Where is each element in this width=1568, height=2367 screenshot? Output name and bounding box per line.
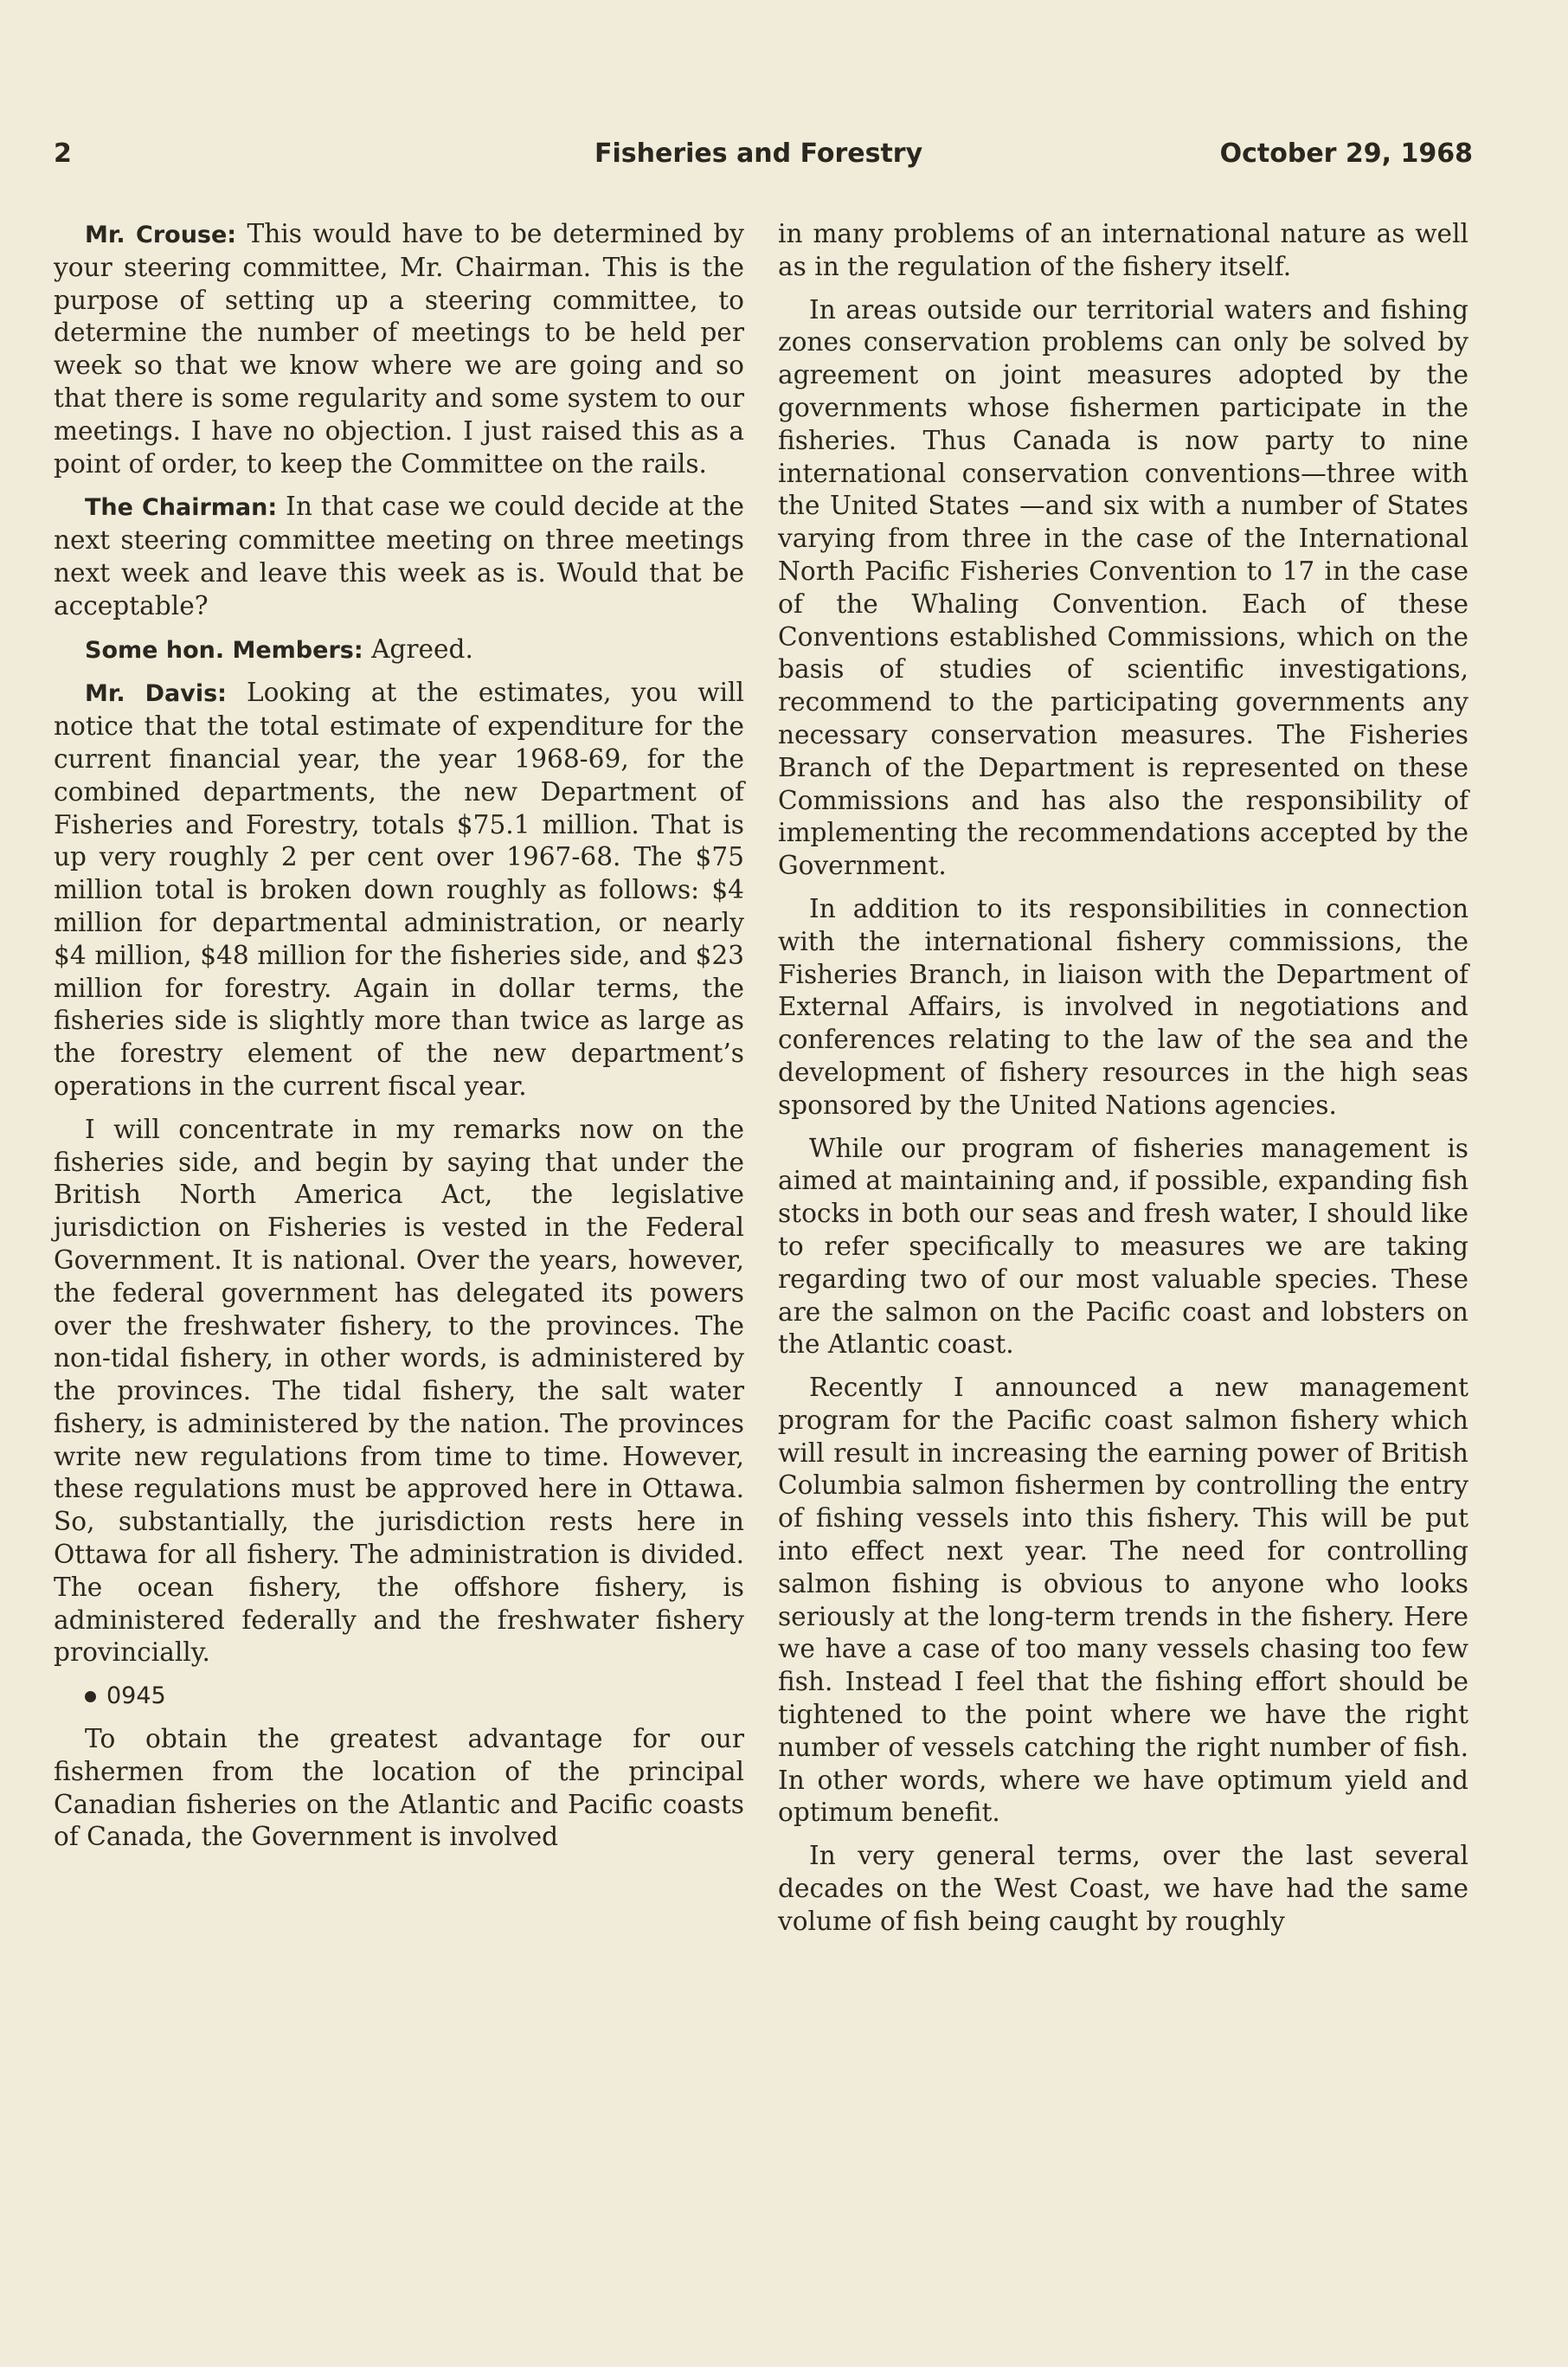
paragraph: While our program of fisheries management is aimed at maintaining and, if possible, expanding fish stocks in both our seas and fresh water, I should like to refer specifically to measures we are taking regarding two of our most valuable species. These are the salmon on the Pacific coast and lobsters on the Atlantic coast. xyxy=(778,1133,1468,1360)
running-title: Fisheries and Forestry xyxy=(594,138,923,169)
right-column xyxy=(778,218,1468,1949)
paragraph-text: Looking at the estimates, you will notice that the total estimate of expenditure for the current financial year, the year 1968-69, for the combined departments, the new Department of Fisheries and Forestry, totals $75.1 million. That is up very roughly 2 per cent over 1967-68. The $75 million total is broken down roughly as follows: $4 million for departmental administration, or nearly $4 million, $48 million for the fisheries side, and $23 million for forestry. Again in dollar terms, the fisheries side is slightly more than twice as large as the forestry element of the new department’s operations in the current fiscal year. xyxy=(54,678,744,1101)
paragraph: In areas outside our territorial waters and fishing zones conservation problems can only be solved by agreement on joint measures adopted by the governments whose fishermen participate in the fisheries. Thus Canada is now party to nine international conservation conventions—three with the United States —and six with a number of States varying from three in the case of the International North Pacific Fisheries Convention to 17 in the case of the Whaling Convention. Each of these Conventions established Commissions, which on the basis of studies of scientific investigations, recommend to the participating governments any necessary conservation measures. The Fisheries Branch of the Department is represented on these Commissions and has also the responsibility of implementing the recommendations accepted by the Government. xyxy=(778,294,1468,881)
paragraph xyxy=(54,491,744,622)
paragraph: In addition to its responsibilities in connection with the international fishery commissions, the Fisheries Branch, in liaison with the Department of External Affairs, is involved in negotiations and conferences relating to the law of the sea and the development of fishery resources in the high seas sponsored by the United Nations agencies. xyxy=(778,893,1468,1120)
page-number: 2 xyxy=(54,138,72,169)
paragraph xyxy=(54,677,744,1103)
paragraph-text: Agreed. xyxy=(371,634,473,664)
left-column xyxy=(54,218,744,1864)
paragraph: in many problems of an international nature as well as in the regulation of the fishery itself. xyxy=(778,219,1468,281)
header-date: October 29, 1968 xyxy=(1219,138,1473,169)
paragraph: To obtain the greatest advantage for our fishermen from the location of the principal Canadian fisheries on the Atlantic and Pacific coasts of Canada, the Government is involved xyxy=(54,1724,744,1852)
time-marker xyxy=(54,1680,744,1713)
paragraph: In very general terms, over the last several decades on the West Coast, we have had the same volume of fish being caught by roughly xyxy=(778,1841,1468,1936)
paragraph xyxy=(54,634,744,667)
speaker-name: Some hon. Members: xyxy=(85,636,363,664)
speaker-name: Mr. Davis: xyxy=(85,680,227,708)
paragraph xyxy=(54,218,744,480)
paragraph-text: This would have to be determined by your steering committee, Mr. Chairman. This is the purpose of setting up a steering committee, to determine the number of meetings to be held per week so that we know where we are going and so that there is some regularity and some system to our meetings. I have no objection. I just raised this as a point of order, to keep the Committee on the rails. xyxy=(54,219,744,479)
paragraph: Recently I announced a new management program for the Pacific coast salmon fishery which will result in increasing the earning power of British Columbia salmon fishermen by controlling the entry of fishing vessels into this fishery. This will be put into effect next year. The need for controlling salmon fishing is obvious to anyone who looks seriously at the long-term trends in the fishery. Here we have a case of too many vessels chasing too few fish. Instead I feel that the fishing effort should be tightened to the point where we have the right number of vessels catching the right number of fish. In other words, where we have optimum yield and optimum benefit. xyxy=(778,1373,1468,1828)
paragraph-text: In that case we could decide at the next steering committee meeting on three meetings next week and leave this week as is. Would that be acceptable? xyxy=(54,492,744,621)
page-header xyxy=(54,138,1473,182)
time-marker-text: 0945 xyxy=(106,1682,166,1710)
bullet-icon xyxy=(85,1691,96,1702)
speaker-name: Mr. Crouse: xyxy=(85,222,237,248)
speaker-name: The Chairman: xyxy=(85,494,278,522)
paragraph: I will concentrate in my remarks now on the fisheries side, and begin by saying that under the British North America Act, the legislative jurisdiction on Fisheries is vested in the Federal Government. It is national. Over the years, however, the federal government has delegated its powers over the freshwater fishery, to the provinces. The non-tidal fishery, in other words, is administered by the provinces. The tidal fishery, the salt water fishery, is administered by the nation. The provinces write new regulations from time to time. However, these regulations must be approved here in Ottawa. So, substantially, the jurisdiction rests here in Ottawa for all fishery. The administration is divided. The ocean fishery, the offshore fishery, is administered federally and the freshwater fishery provincially. xyxy=(54,1114,744,1668)
